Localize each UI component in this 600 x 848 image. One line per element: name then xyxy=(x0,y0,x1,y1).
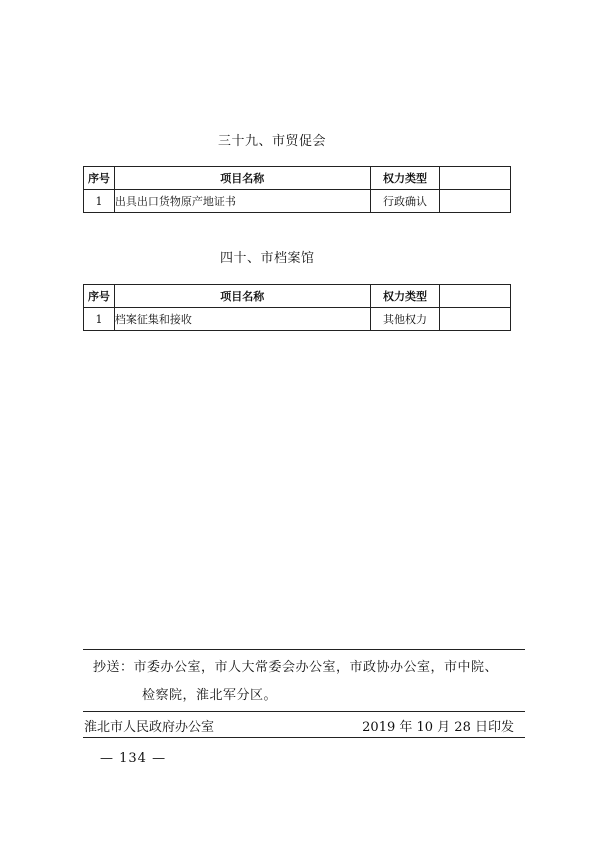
header-name: 项目名称 xyxy=(114,167,370,190)
issuer: 淮北市人民政府办公室 xyxy=(84,720,215,735)
header-extra xyxy=(440,285,511,308)
divider-middle xyxy=(83,711,525,712)
section-title-archives: 四十、市档案馆 xyxy=(220,251,315,266)
issue-date: 2019 年 10 月 28 日印发 xyxy=(362,720,514,735)
divider-top xyxy=(83,649,525,650)
header-no: 序号 xyxy=(84,285,115,308)
cc-line-2: 检察院，淮北军分区。 xyxy=(142,688,278,703)
table-row xyxy=(84,308,511,331)
row-no: 1 xyxy=(84,308,115,331)
row-extra xyxy=(440,190,511,213)
cc-line-1: 抄送：市委办公室，市人大常委会办公室，市政协办公室，市中院、 xyxy=(93,660,499,675)
power-table-trade-council xyxy=(83,166,511,213)
page-number: — 134 — xyxy=(100,751,167,766)
header-no: 序号 xyxy=(84,167,115,190)
table-row xyxy=(84,190,511,213)
divider-bottom xyxy=(83,737,525,738)
row-type: 其他权力 xyxy=(370,308,440,331)
header-extra xyxy=(440,167,511,190)
table-header-row xyxy=(84,285,511,308)
table-header-row xyxy=(84,167,511,190)
header-type: 权力类型 xyxy=(370,167,440,190)
row-extra xyxy=(440,308,511,331)
row-type: 行政确认 xyxy=(370,190,440,213)
row-no: 1 xyxy=(84,190,115,213)
row-name: 档案征集和接收 xyxy=(114,308,370,331)
header-type: 权力类型 xyxy=(370,285,440,308)
section-title-trade-council: 三十九、市贸促会 xyxy=(218,134,327,149)
header-name: 项目名称 xyxy=(114,285,370,308)
row-name: 出具出口货物原产地证书 xyxy=(114,190,370,213)
power-table-archives xyxy=(83,284,511,331)
